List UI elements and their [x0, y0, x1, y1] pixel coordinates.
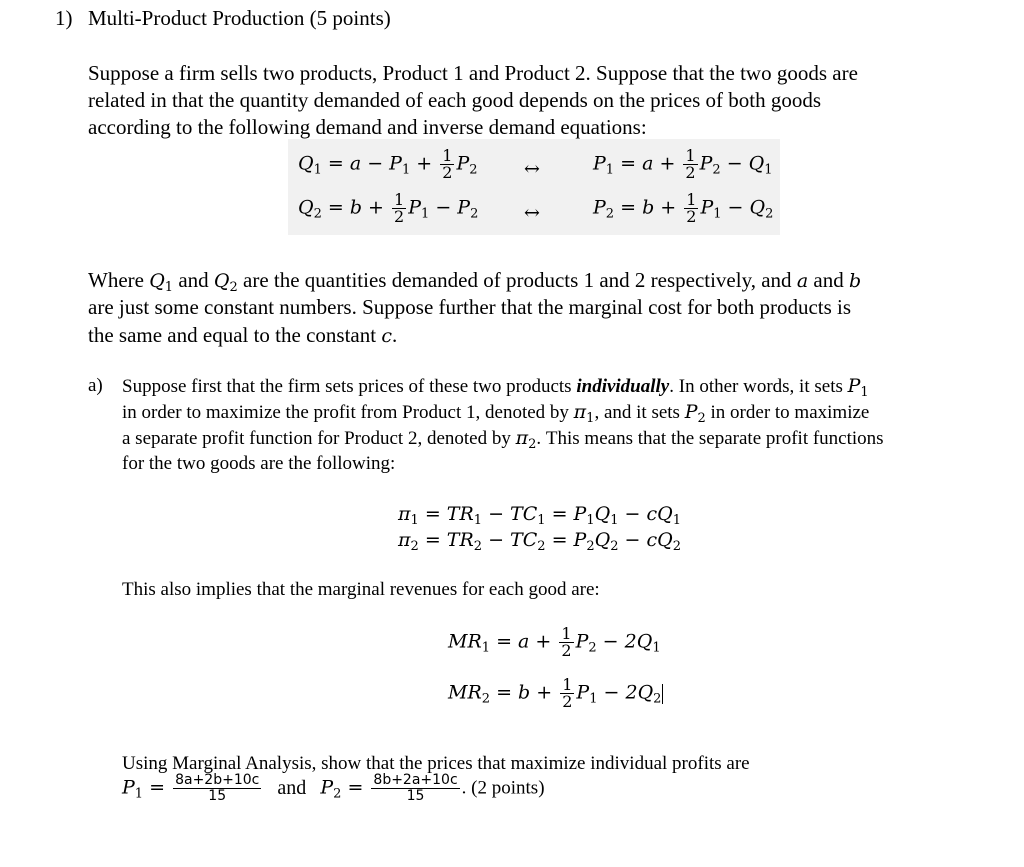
- where-line-2: are just some constant numbers. Suppose further that the marginal cost for both products is: [88, 295, 852, 319]
- intro-line-2: related in that the quantity demanded of each good depends on the prices of both goods: [88, 88, 822, 112]
- inverse-demand-eq-p1: $P_1 = a$ + $\frac{1}{2}$ $P_2 - Q_1$: [593, 146, 773, 182]
- conclusion-line-1: Using Marginal Analysis, show that the prices that maximize individual profits are: [122, 753, 750, 774]
- question-title: Multi-Product Production (5 points): [88, 6, 391, 30]
- mr-intro: This also implies that the marginal revenues for each good are:: [122, 579, 600, 600]
- conclusion-line-2: $P_1$ = $\frac{8a+2b+10c}{15}$ and $P_2$ = $\frac{8b+2a+10c}{15}$ . (2 points): [122, 772, 545, 804]
- mr-eq-2: $MR_2 = b$ + $\frac{1}{2}$ $P_1 - 2Q_2$: [448, 675, 662, 711]
- where-line-1: Where $Q_1$ and $Q_2$ are the quantities demanded of products 1 and 2 respectively, and a and b: [88, 268, 862, 295]
- where-line-3: the same and equal to the constant c.: [88, 323, 398, 347]
- demand-eq-q1: $Q_1 = a - P_1$ + $\frac{1}{2}$ $P_2$: [298, 146, 478, 182]
- intro-line-3: according to the following demand and inverse demand equations:: [88, 115, 647, 139]
- question-number: 1): [55, 6, 73, 30]
- profit-eq-2: $\pi_2 = TR_2 - TC_2 = P_2Q_2 - cQ_2$: [398, 529, 681, 554]
- profit-eq-1: $\pi_1 = TR_1 - TC_1 = P_1Q_1 - cQ_1$: [398, 503, 681, 528]
- arrow-2: ↔: [524, 202, 540, 224]
- part-a-line-3: a separate profit function for Product 2, denoted by $\pi_2$. This means that the separate profit functions: [122, 427, 884, 452]
- text-cursor: [662, 684, 663, 704]
- mr-eq-1: $MR_1 = a$ + $\frac{1}{2}$ $P_2 - 2Q_1$: [448, 624, 661, 660]
- part-a-label: a): [88, 375, 103, 396]
- intro-line-1: Suppose a firm sells two products, Product 1 and Product 2. Suppose that the two goods are: [88, 61, 858, 85]
- part-a-line-1: Suppose first that the firm sets prices of these two products individually. In other words, it sets $P_1$: [122, 375, 869, 400]
- part-a-line-4: for the two goods are the following:: [122, 453, 396, 474]
- inverse-demand-eq-p2: $P_2 = b$ + $\frac{1}{2}$ $P_1 - Q_2$: [593, 190, 774, 226]
- part-a-line-2: in order to maximize the profit from Product 1, denoted by $\pi_1$, and it sets $P_2$ in order to maximize: [122, 401, 870, 426]
- arrow-1: ↔: [524, 158, 540, 180]
- demand-eq-q2: $Q_2 = b$ + $\frac{1}{2}$ $P_1 - P_2$: [298, 190, 479, 226]
